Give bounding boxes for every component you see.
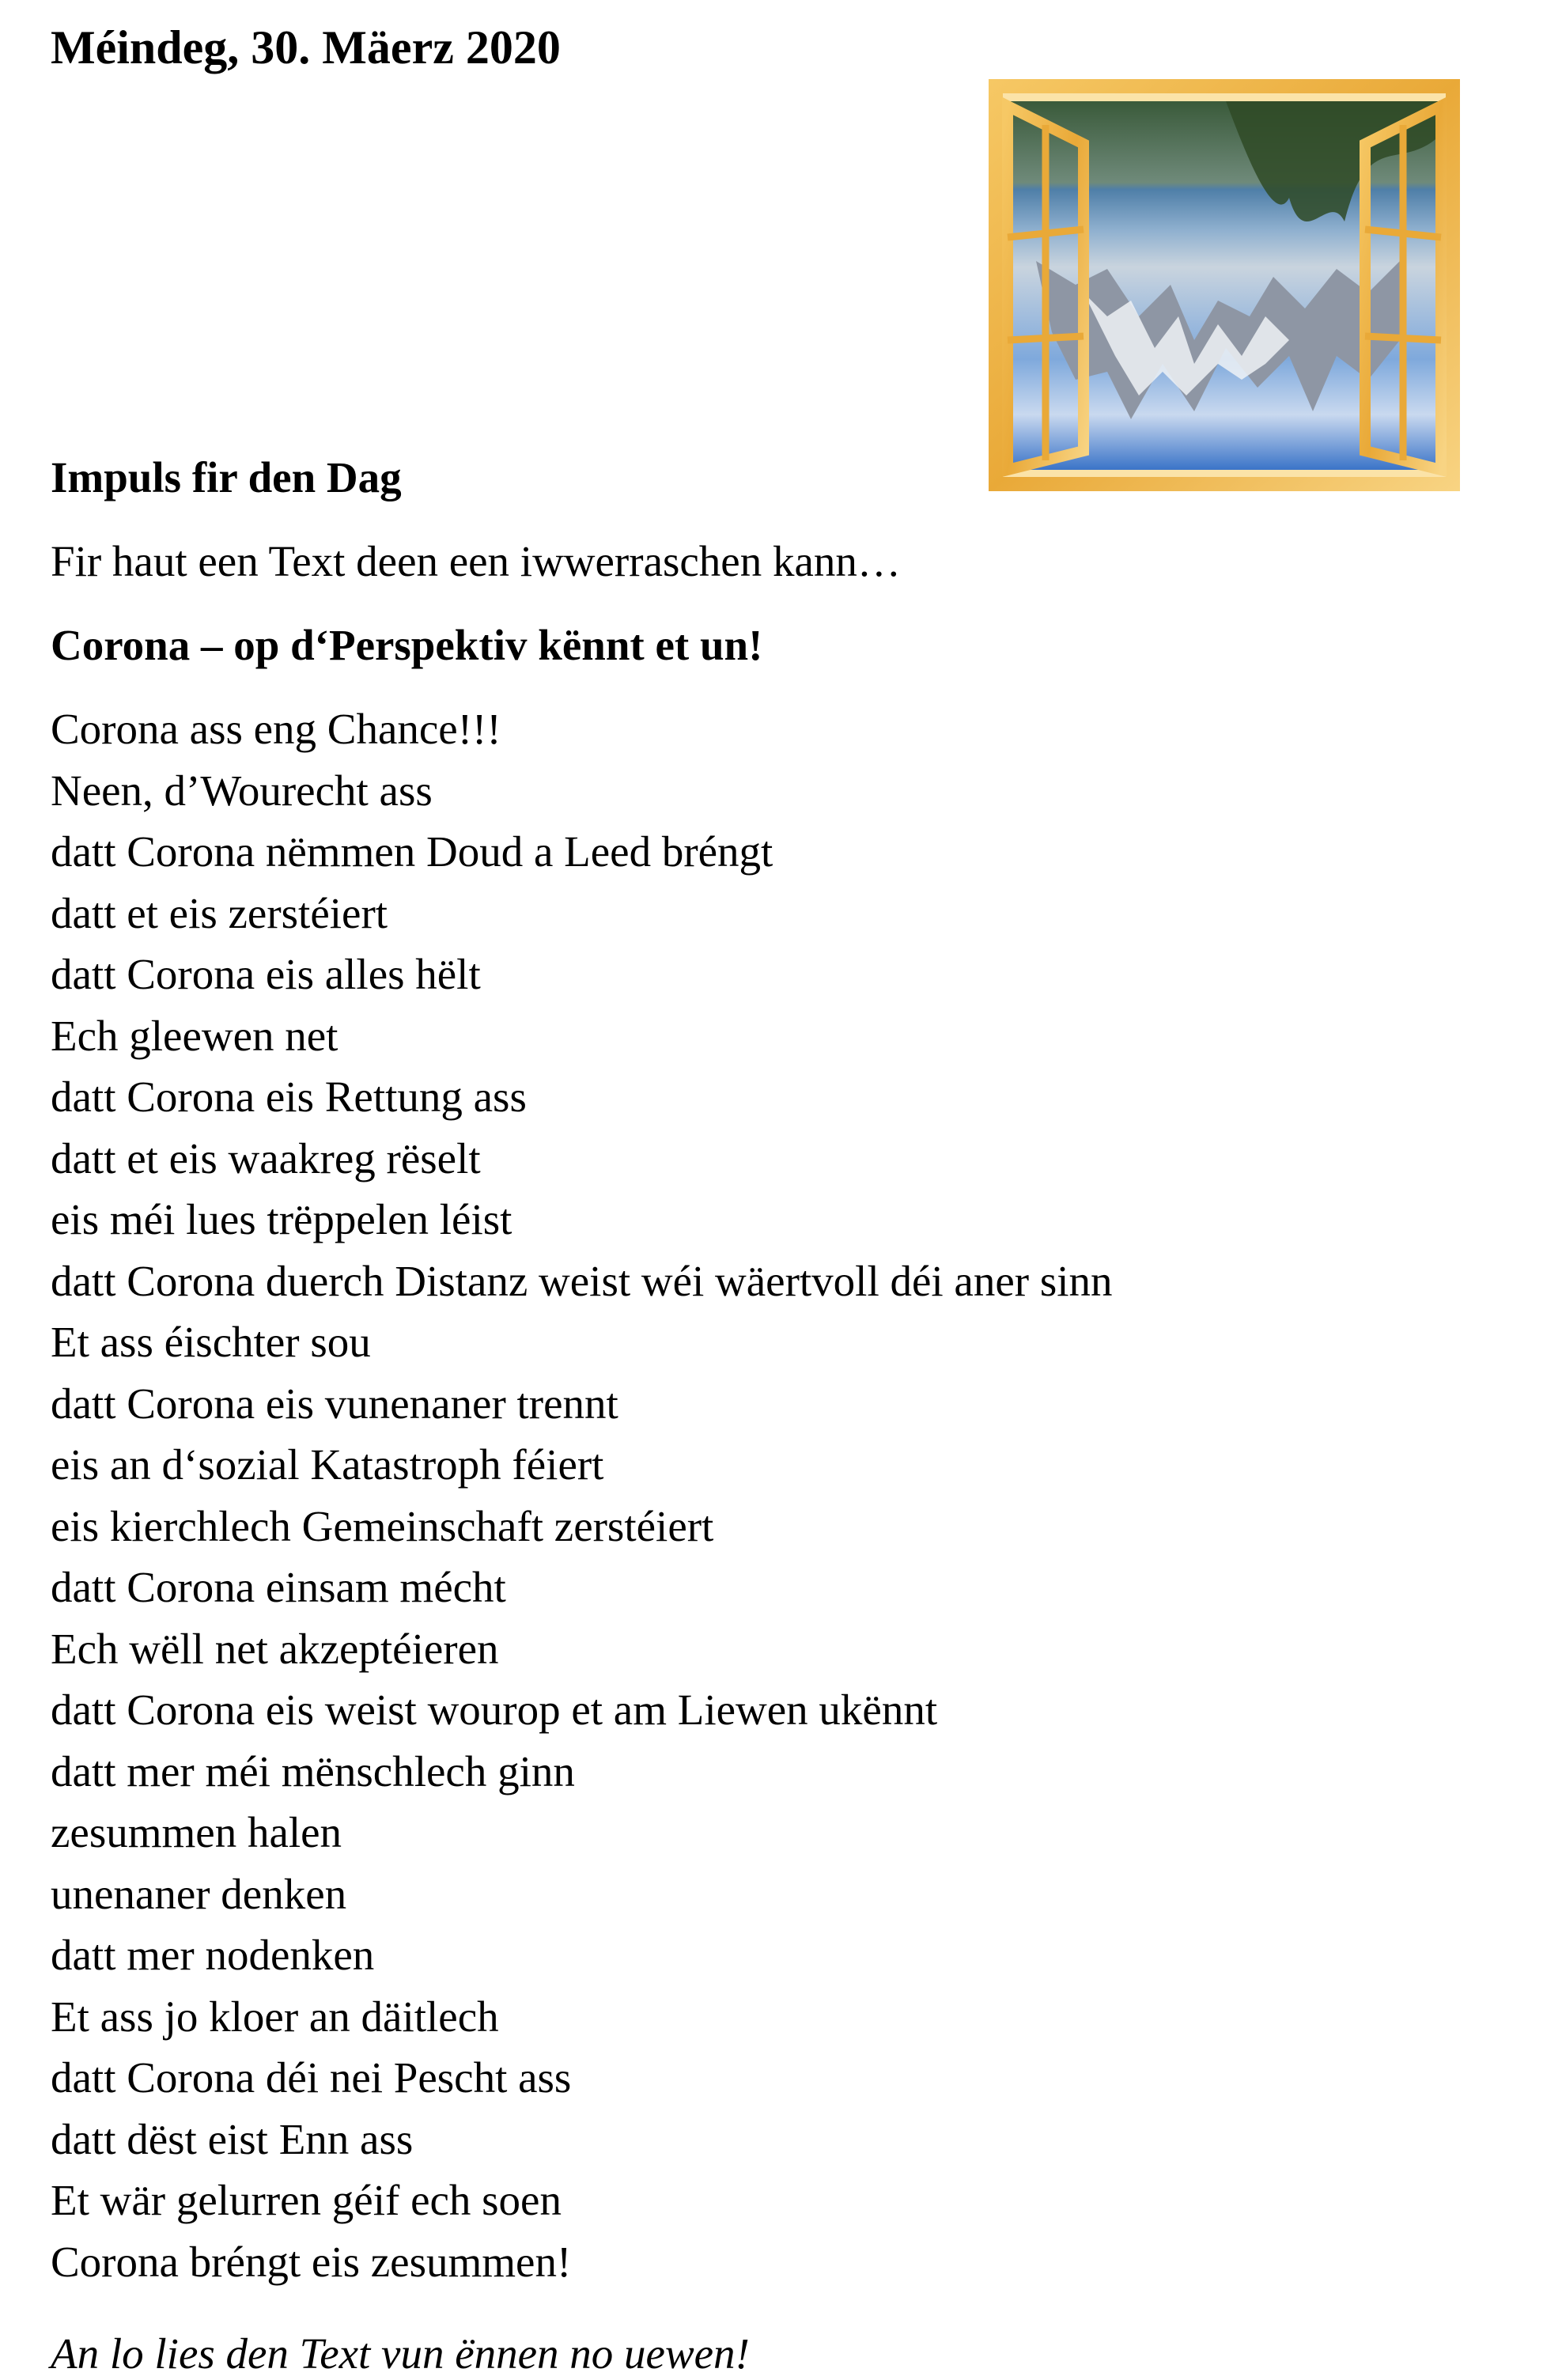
open-window-mountain-view-image	[989, 79, 1460, 491]
poem-line: datt dëst eist Enn ass	[51, 2114, 414, 2163]
poem-line: eis kierchlech Gemeinschaft zerstéiert	[51, 1501, 714, 1550]
poem-line: unenaner denken	[51, 1869, 347, 1918]
poem-line: Et ass éischter sou	[51, 1318, 371, 1366]
poem-line: Et ass jo kloer an däitlech	[51, 1992, 499, 2041]
poem-line: datt Corona eis alles hëlt	[51, 950, 481, 998]
poem-title: Corona – op d‘Perspektiv kënnt et un!	[51, 621, 763, 669]
poem-line: datt Corona eis vunenaner trennt	[51, 1379, 618, 1428]
poem-line: datt Corona eis weist wourop et am Liewen ukënnt	[51, 1686, 938, 1734]
section-heading: Impuls fir den Dag	[51, 453, 402, 501]
poem-line: datt Corona nëmmen Doud a Leed bréngt	[51, 827, 773, 876]
poem-line: datt Corona einsam mécht	[51, 1563, 506, 1611]
closing-note: An lo lies den Text vun ënnen no uewen!	[51, 2329, 750, 2378]
poem-line: datt mer méi mënschlech ginn	[51, 1746, 575, 1795]
poem-line: datt Corona eis Rettung ass	[51, 1073, 527, 1121]
poem-line: Corona ass eng Chance!!!	[51, 705, 501, 753]
poem-line: zesummen halen	[51, 1808, 342, 1856]
poem-line: Ech gleewen net	[51, 1011, 338, 1060]
poem-line: datt Corona déi nei Pescht ass	[51, 2053, 572, 2102]
poem-line: datt et eis zerstéiert	[51, 888, 388, 937]
poem-line: datt Corona duerch Distanz weist wéi wäertvoll déi aner sinn	[51, 1256, 1113, 1305]
poem-line: Corona bréngt eis zesummen!	[51, 2237, 572, 2286]
poem-line: eis méi lues trëppelen léist	[51, 1195, 512, 1243]
poem-line: datt mer nodenken	[51, 1931, 375, 1979]
poem	[51, 698, 1113, 2292]
poem-line: Et wär gelurren géif ech soen	[51, 2176, 562, 2224]
poem-line: Neen, d’Wourecht ass	[51, 766, 433, 815]
poem-line: eis an d‘sozial Katastroph féiert	[51, 1440, 604, 1489]
intro-text: Fir haut een Text deen een iwwerraschen kann…	[51, 537, 901, 585]
poem-line: datt et eis waakreg rëselt	[51, 1133, 481, 1182]
poem-line: Ech wëll net akzeptéieren	[51, 1624, 499, 1673]
page-title: Méindeg, 30. Mäerz 2020	[51, 21, 561, 74]
